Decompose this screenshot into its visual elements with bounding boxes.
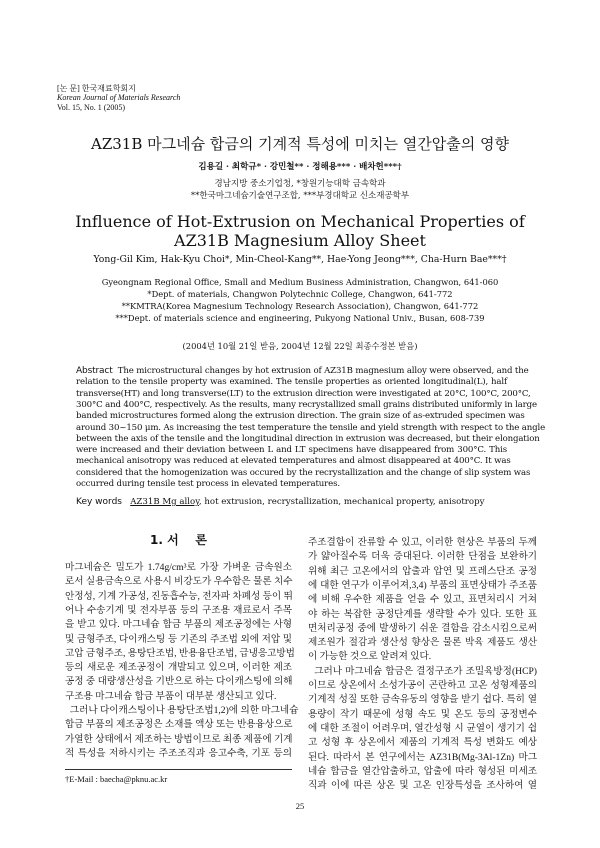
abstract-line — [76, 456, 511, 467]
abstract-label: Abstract — [76, 366, 113, 376]
abstract-text: relation to the tensile property was examined. The tensile properties as oriented longitudinal(L), half — [76, 377, 507, 388]
abstract-line — [76, 422, 546, 434]
body-text-line: 위해 최근 고온에서의 압출과 압연 및 프레스단조 공정 — [308, 565, 537, 577]
keywords — [76, 497, 484, 507]
abstract-text: considered that the homogenization was occured by the recrystallization and the change of slip system was — [76, 467, 531, 478]
affiliation-korean-1: 경남지방 중소기업청, *창원기능대학 금속학과 — [214, 179, 386, 189]
title-english-2: AZ31B Magnesium Alloy Sheet — [174, 231, 426, 250]
body-text-line: 주조결함이 잔류할 수 있고, 이러한 현상은 부품의 두께 — [308, 537, 537, 548]
body-text-line: 어나 수송기계 및 전자부품 등의 구조용 재료로서 주목 — [65, 604, 292, 616]
body-text-line: 네슘 합금을 열간압출하고, 압출에 따라 형성된 미세조 — [308, 765, 537, 777]
affiliation-english-2: *Dept. of materials, Changwon Polytechnic College, Changwon, 641-772 — [147, 289, 453, 299]
body-text-line: 적 특성을 저하시키는 주조조직과 응고수축, 기포 등의 — [65, 747, 292, 759]
body-text-line: 에 대한 연구가 이루어져,3,4) 부품의 표면상태가 주조품 — [308, 579, 537, 591]
title-korean: AZ31B 마그네슘 합금의 기계적 특성에 미치는 열간압출의 영향 — [90, 135, 509, 153]
abstract-line — [76, 411, 525, 422]
journal-korean-name: [논 문] 한국재료학회지 — [57, 84, 136, 93]
body-text-line: 고 성형 후 상온에서 제품의 기계적 특성 변화도 예상 — [308, 737, 537, 749]
received-dates: (2004년 10월 21일 받음, 2004년 12월 22일 최종수정본 받음) — [182, 341, 418, 351]
affiliation-korean-2: **한국마그네슘기술연구조합, ***부경대학교 신소재공학부 — [190, 191, 410, 201]
abstract-text: transverse(HT) and long transverse(LT) to the extrusion direction were investigated at 20°C, 100°C, 200°C, — [76, 388, 531, 399]
body-text-line: 공정 중 대량생산성을 기반으로 하는 다이캐스팅에 의해 — [65, 676, 293, 688]
abstract-line — [76, 377, 507, 388]
abstract-text: were increased and their deviation between L and LT specimens have disappeared from 300°C. This — [76, 445, 507, 456]
abstract-line — [76, 388, 531, 400]
section-heading-introduction: 1. 서 론 — [150, 533, 207, 547]
body-text-line: 에 대한 조절이 어려우며, 열간성형 시 균열이 생기기 쉽 — [308, 722, 537, 734]
body-text-line: 야 하는 복잡한 공정단계를 생략할 수가 있다. 또한 표 — [308, 608, 537, 620]
body-text-line: 제조원가 절감과 생산성 향상은 물론 박육 제품도 생산 — [308, 637, 537, 649]
body-text-line: 면처리공정 중에 발생하기 쉬운 결함을 감소시킴으로써 — [308, 622, 537, 634]
abstract-text: occurred during tensile test process in elevated temperatures. — [76, 479, 340, 489]
authors-english: Yong-Gil Kim, Hak-Kyu Choi*, Min-Cheol-Kang**, Hae-Yong Jeong***, Cha-Hurn Bae***† — [93, 254, 507, 265]
abstract-text: mechanical anisotropy was reduced at elevated temperatures and almost disappeared at 400°C. It was — [76, 456, 511, 467]
affiliation-english-1: Gyeongnam Regional Office, Small and Medium Business Administration, Changwon, 641-060 — [101, 277, 499, 287]
keywords-label: Key words — [76, 497, 122, 507]
page-number: 25 — [295, 801, 305, 811]
body-text-line: 이므로 상온에서 소성가공이 곤란하고 고온 성형제품의 — [308, 680, 537, 691]
footnote-divider — [65, 769, 292, 770]
footnote-email: †E-Mail : baecha@pknu.ac.kr — [65, 774, 168, 784]
journal-english-name: Korean Journal of Materials Research — [57, 93, 181, 102]
body-text-line: 가 얇아질수록 더욱 증대된다. 이러한 단점을 보완하기 — [308, 551, 537, 563]
body-text-line: 그러나 마그네슘 합금은 결정구조가 조밀육방정(HCP) — [308, 665, 537, 677]
abstract-line — [76, 467, 531, 479]
body-text-line: 안정성, 기계 가공성, 진동흡수능, 전자파 차폐성 등이 뛰 — [65, 590, 293, 602]
abstract-text: between the axis of the tensile and the longitudinal direction in extrusion was decreased, but their elongation — [76, 433, 540, 444]
keyword-underlined: AZ31B Mg alloy — [130, 497, 199, 507]
body-text-line: 로서 실용금속으로 사용시 비강도가 우수함은 물론 치수 — [65, 576, 293, 588]
abstract-text: banded microstructures formed along the extrusion direction. The grain size of as-extruded specimen was — [76, 411, 525, 422]
keywords-rest: , hot extrusion, recrystallization, mechanical property, anisotropy — [198, 497, 485, 507]
body-text-line: 등의 새로운 제조공정이 개발되고 있으며, 이러한 제조 — [65, 662, 292, 674]
abstract-text: 300°C and 400°C, respectively. As the results, many recrystallized small grains distributed uniformly in large — [76, 399, 537, 410]
body-text-line: 및 금형주조, 다이캐스팅 등 기존의 주조법 외에 저압 및 — [65, 633, 292, 645]
title-english-1: Influence of Hot-Extrusion on Mechanical Properties of — [75, 212, 525, 231]
body-text-line: 을 받고 있다. 마그네슘 합금 부품의 제조공정에는 사형 — [65, 619, 292, 631]
body-text-line: 용량이 작기 때문에 성형 속도 및 온도 등의 공정변수 — [308, 708, 537, 720]
abstract-line — [76, 479, 507, 490]
abstract-line — [76, 445, 507, 456]
body-text-line: 마그네슘은 밀도가 1.74g/cm³로 가장 가벼운 금속원소 — [65, 562, 292, 573]
affiliation-english-3: **KMTRA(Korea Magnesium Technology Research Association), Changwon, 641-772 — [121, 301, 479, 311]
body-text-line: 에 비해 우수한 제품을 얻을 수 있고, 표면처리시 거쳐 — [308, 594, 537, 606]
journal-volume: Vol. 15, No. 1 (2005) — [57, 103, 126, 112]
abstract-line — [76, 399, 537, 411]
body-text-line: 기계적 성질 또한 금속유동의 영향을 받기 쉽다. 특히 열 — [308, 694, 537, 706]
body-text-line: 구조용 마그네슘 합금 부품이 대부분 생산되고 있다. — [65, 690, 277, 702]
body-text-line: 직과 이에 따른 상온 및 고온 인장특성을 조사하여 열 — [308, 780, 537, 792]
body-text-line: 이 가능한 것으로 알려져 있다. — [308, 651, 432, 663]
abstract-line — [76, 366, 529, 377]
body-text-line: 가열한 상태에서 제조하는 방법이므로 최종 제품에 기계 — [65, 733, 293, 745]
authors-korean: 김용길 · 최학규* · 강민철** · 정해용*** · 배차헌***† — [198, 162, 402, 172]
abstract-text: The microstructural changes by hot extrusion of AZ31B magnesium alloy were observed, and the — [117, 366, 529, 376]
body-text-line: 고압 금형주조, 용탕단조법, 반용융단조법, 급냉응고방법 — [65, 647, 295, 659]
affiliation-english-4: ***Dept. of materials science and engineering, Pukyong National Univ., Busan, 608-739 — [115, 313, 485, 323]
body-text-line: 된다. 따라서 본 연구에서는 AZ31B(Mg-3Al-1Zn) 마그 — [308, 751, 537, 763]
abstract-text: around 30~150 μm. As increasing the test temperature the tensile and yield strength with respect to the angle — [76, 422, 546, 433]
body-text-line: 그러나 다이캐스팅이나 용탕단조법1,2)에 의한 마그네슘 — [65, 705, 299, 716]
abstract-line — [76, 433, 540, 445]
body-text-line: 합금 부품의 제조공정은 소재를 액상 또는 반용융상으로 — [65, 719, 293, 731]
